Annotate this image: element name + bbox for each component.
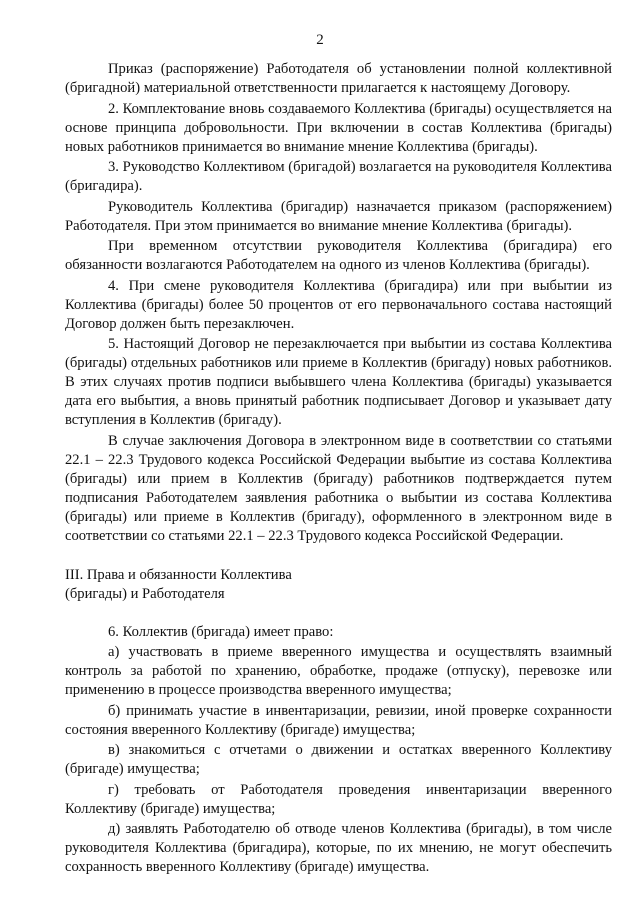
paragraph: При временном отсутствии руководителя Коллектива (бригадира) его обязанности возлагаются Работодателем на одного из членов Коллектива (бригады).: [65, 238, 612, 273]
paragraph: 3. Руководство Коллективом (бригадой) возлагается на руководителя Коллектива (бригадира).: [65, 159, 612, 194]
section-heading-line: III. Права и обязанности Коллектива: [65, 566, 292, 583]
paragraph: 6. Коллектив (бригада) имеет право:: [108, 623, 334, 640]
paragraph: 4. При смене руководителя Коллектива (бригадира) или при выбытии из Коллектива (бригады) более 50 процентов от его первоначального состава настоящий Договор должен быть перезаключен.: [65, 277, 612, 332]
paragraph: г) требовать от Работодателя проведения инвентаризации вверенного Коллективу (бригаде) имущества;: [65, 781, 612, 817]
section-heading-line: (бригады) и Работодателя: [65, 585, 225, 602]
paragraph: В случае заключения Договора в электронном виде в соответствии со статьями 22.1 – 22.3 Трудового кодекса Российской Федерации выбытие из состава Коллектива (бригады) или прием в Коллектив (бригаду) работников подтверждается путем подписания Работодателем заявления работника о выбытии из состава Коллектива (бригады) или приеме в Коллектив (бригаду), оформленного в электронном виде в соответствии со статьями 22.1 – 22.3 Трудового кодекса Российской Федерации.: [65, 432, 612, 544]
paragraph: Руководитель Коллектива (бригадир) назначается приказом (распоряжением) Работодателя. При этом принимается во внимание мнение Коллектива (бригады).: [65, 198, 612, 234]
paragraph: д) заявлять Работодателю об отводе членов Коллектива (бригады), в том числе руководителя Коллектива (бригадира), которые, по их мнению, не могут обеспечить сохранность вверенного Коллективу (бригаде) имущества.: [65, 821, 612, 875]
page-number: 2: [316, 32, 324, 48]
paragraph: б) принимать участие в инвентаризации, ревизии, иной проверке сохранности состояния вверенного Коллективу (бригаде) имущества;: [65, 702, 612, 738]
document-body: [65, 60, 612, 879]
section-heading: [65, 566, 612, 604]
paragraph: а) участвовать в приеме вверенного имущества и осуществлять взаимный контроль за работой по хранению, обработке, продаже (отпуску), перевозке или применению в процессе производства вверенного имущества;: [65, 644, 612, 698]
paragraph: 5. Настоящий Договор не перезаключается при выбытии из состава Коллектива (бригады) отдельных работников или приеме в Коллектив (бригаду) новых работников. В этих случаях против подписи выбывшего члена Коллектива (бригады) указывается дата его выбытия, а вновь принятый работник подписывает Договор и указывает дату вступления в Коллектив (бригаду).: [65, 336, 612, 428]
paragraph: 2. Комплектование вновь создаваемого Коллектива (бригады) осуществляется на основе принципа добровольности. При включении в состав Коллектива (бригады) новых работников принимается во внимание мнение Коллектива (бригады).: [65, 100, 612, 155]
paragraph: Приказ (распоряжение) Работодателя об установлении полной коллективной (бригадной) материальной ответственности прилагается к настоящему Договору.: [65, 61, 612, 96]
paragraph: в) знакомиться с отчетами о движении и остатках вверенного Коллективу (бригаде) имущества;: [65, 742, 612, 777]
